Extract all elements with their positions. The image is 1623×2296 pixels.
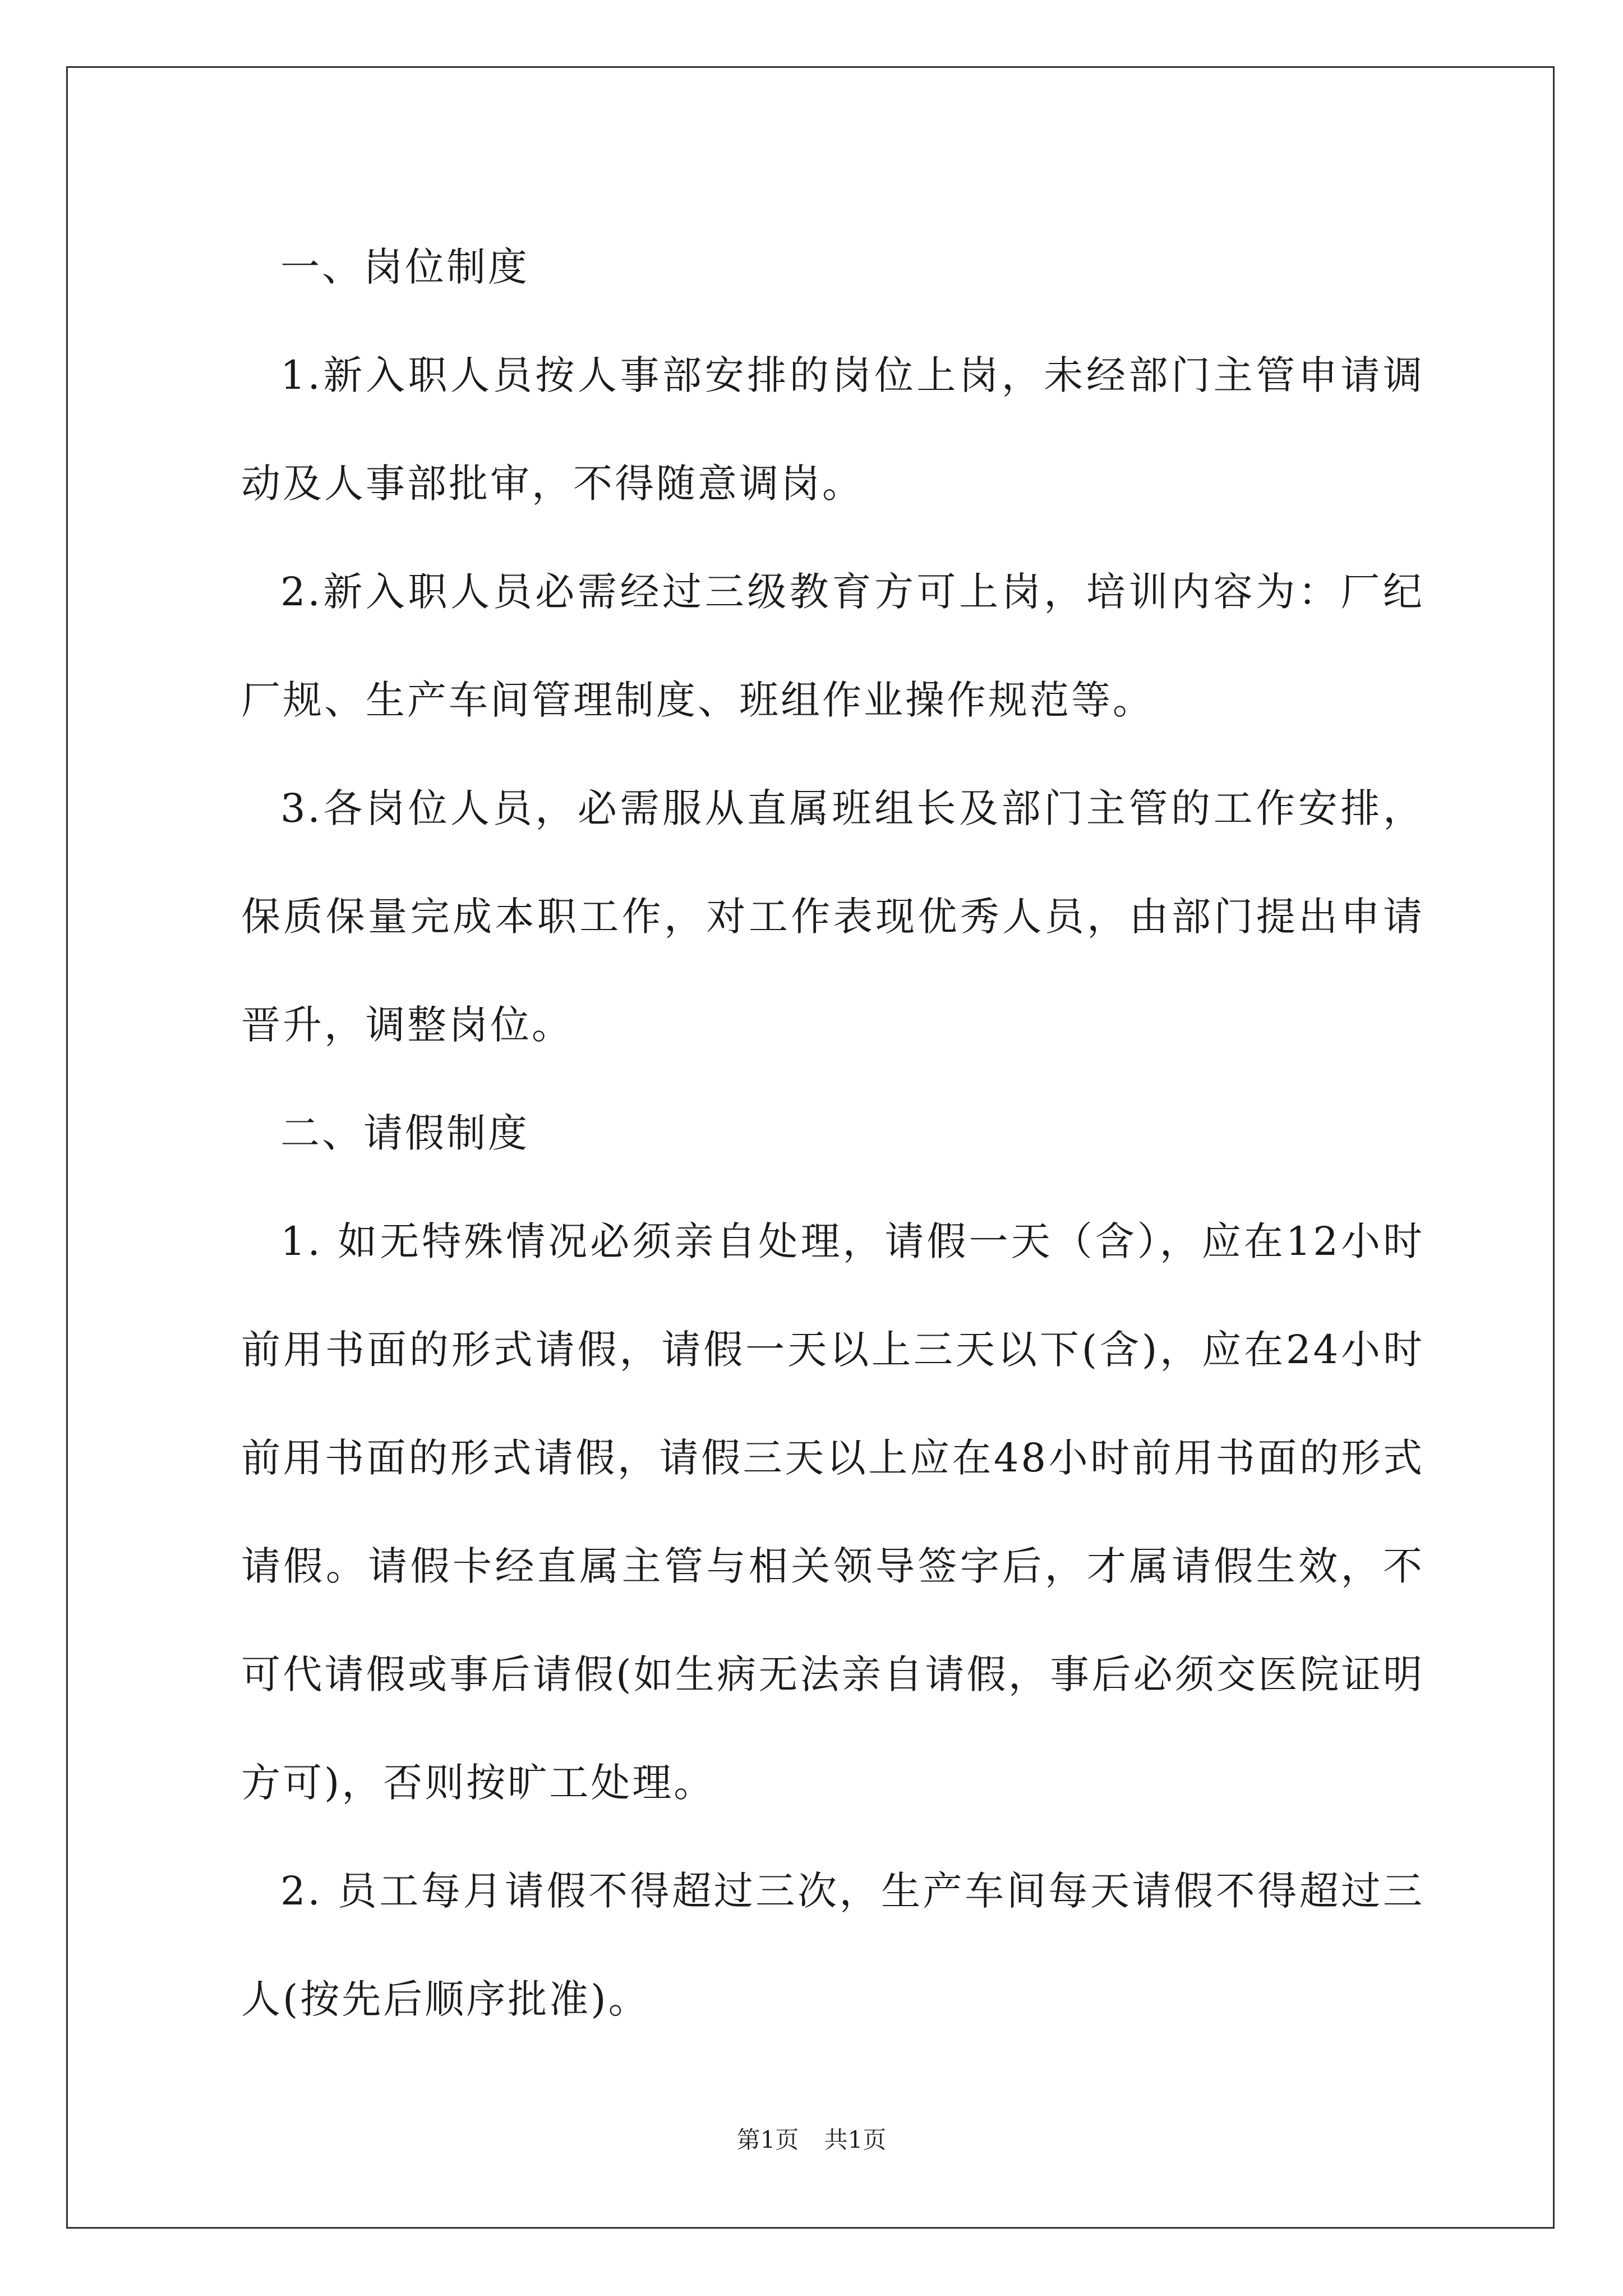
section-heading: 二、请假制度 <box>280 1110 529 1156</box>
page-number-total: 共1页 <box>824 2126 887 2154</box>
page-footer <box>0 2123 1623 2157</box>
paragraph: 2.新入职人员必需经过三级教育方可上岗，培训内容为：厂纪厂规、生产车间管理制度、班组作业操作规范等。 <box>241 569 1424 723</box>
paragraph: 1. 如无特殊情况必须亲自处理，请假一天（含），应在12小时前用书面的形式请假，请假一天以上三天以下(含)，应在24小时前用书面的形式请假，请假三天以上应在48小时前用书面的形式请假。请假卡经直属主管与相关领导签字后，才属请假生效，不可代请假或事后请假(如生病无法亲自请假，事后必须交医院证明方可)，否则按旷工处理。 <box>241 1218 1424 1806</box>
document-body <box>241 213 1424 2054</box>
paragraph: 2. 员工每月请假不得超过三次，生产车间每天请假不得超过三人(按先后顺序批准)。 <box>241 1868 1424 2022</box>
paragraph: 1.新入职人员按人事部安排的岗位上岗，未经部门主管申请调动及人事部批审，不得随意调岗。 <box>241 352 1424 507</box>
page-number-current: 第1页 <box>736 2126 799 2154</box>
section-heading: 一、岗位制度 <box>280 244 529 290</box>
paragraph: 3.各岗位人员，必需服从直属班组长及部门主管的工作安排，保质保量完成本职工作，对工作表现优秀人员，由部门提出申请晋升，调整岗位。 <box>241 785 1424 1048</box>
